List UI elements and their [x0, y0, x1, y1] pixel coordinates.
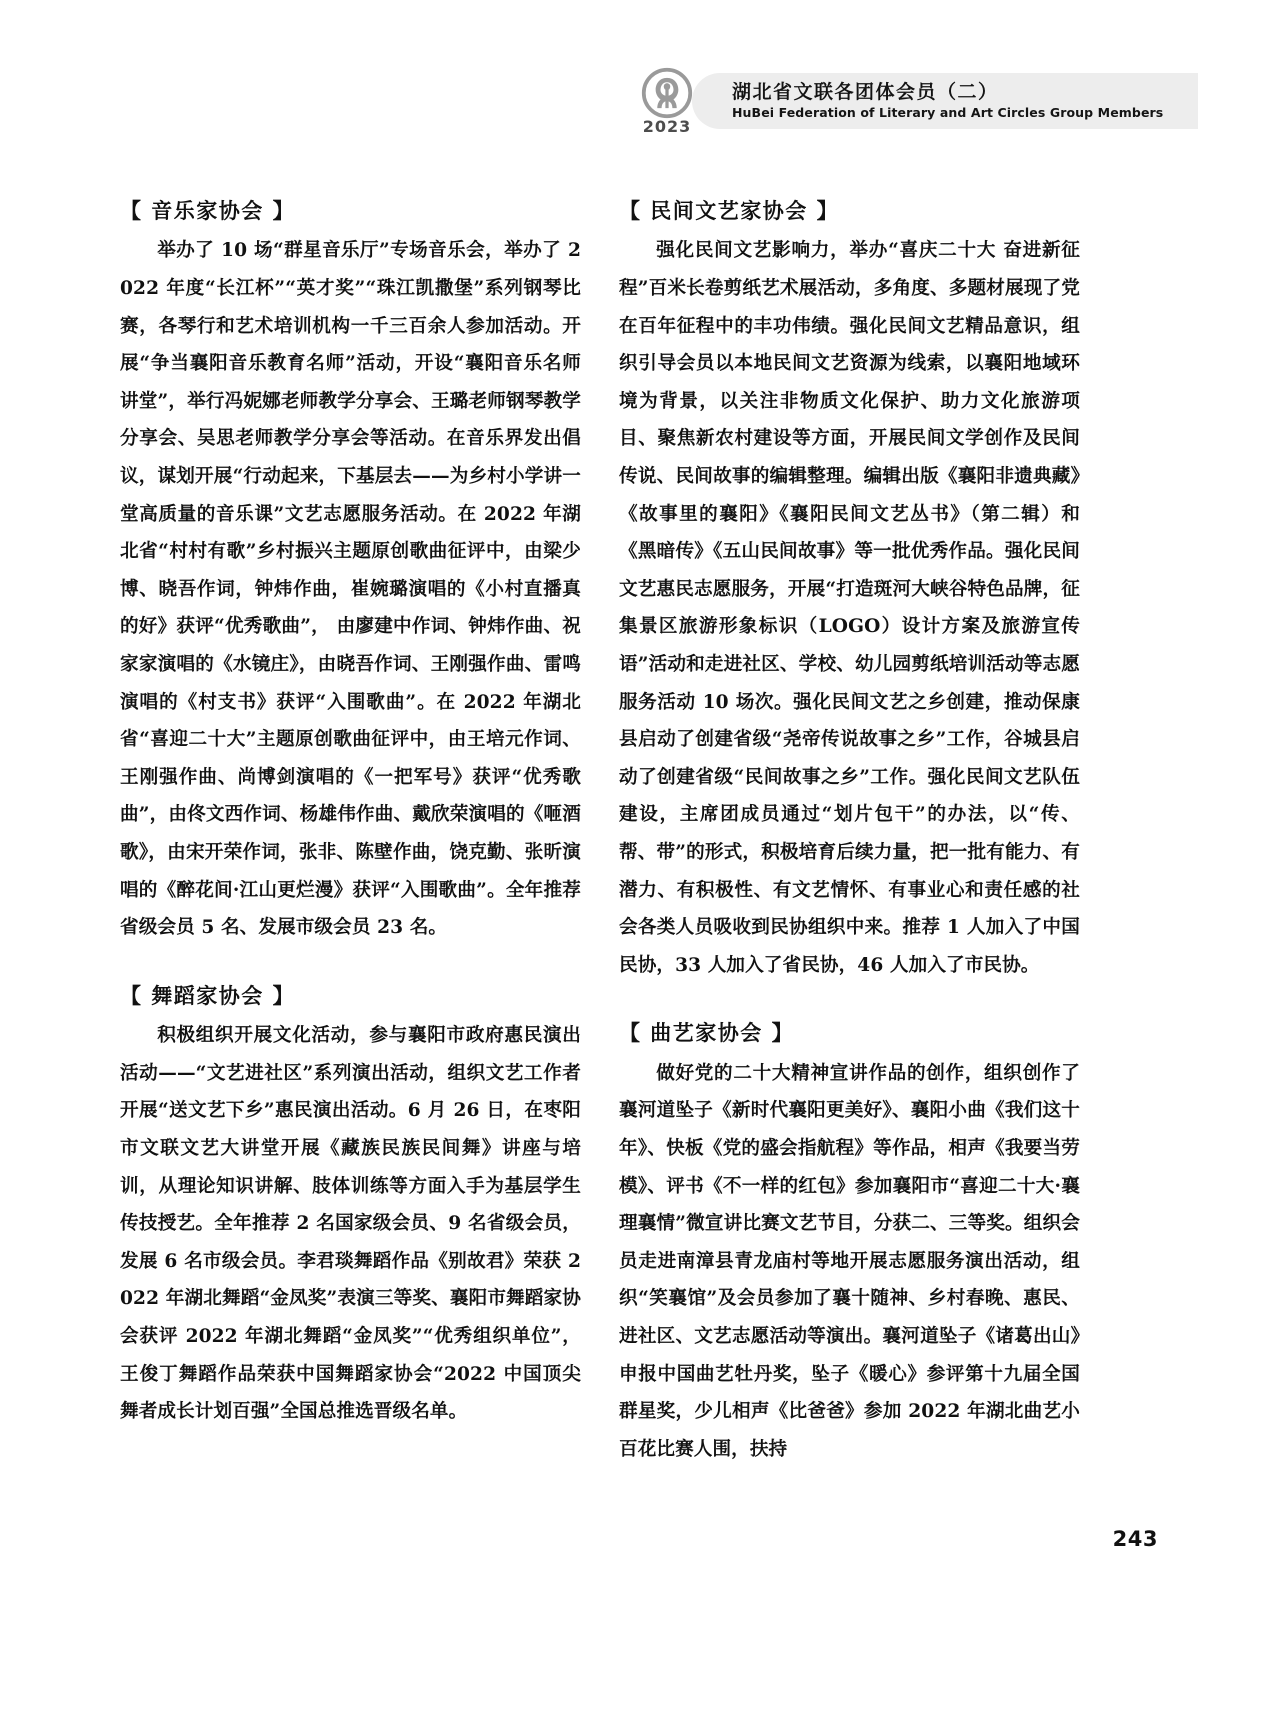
section-title-musicians-association: 【 音乐家协会 】: [120, 199, 296, 223]
section-paragraph-folk-literature-art-association: 强化民间文艺影响力，举办“喜庆二十大 奋进新征程”百米长卷剪纸艺术展活动，多角度、多题材展现了党在百年征程中的丰功伟绩。强化民间文艺精品意识，组织引导会员以本地民间文艺资源为线索，以襄阳地域环境为背景，以关注非物质文化保护、助力文化旅游项目、聚焦新农村建设等方面，开展民间文学创作及民间传说、民间故事的编辑整理。编辑出版《襄阳非遗典藏》《故事里的襄阳》《襄阳民间文艺丛书》（第二辑）和《黑暗传》《五山民间故事》等一批优秀作品。强化民间文艺惠民志愿服务，开展“打造斑河大峡谷特色品牌，征集景区旅游形象标识（LOGO）设计方案及旅游宣传语”活动和走进社区、学校、幼儿园剪纸培训活动等志愿服务活动 10 场次。强化民间文艺之乡创建，推动保康县启动了创建省级“尧帝传说故事之乡”工作，谷城县启动了创建省级“民间故事之乡”工作。强化民间文艺队伍建设，主席团成员通过“划片包干”的办法，以“传、帮、带”的形式，积极培育后续力量，把一批有能力、有潜力、有积极性、有文艺情怀、有事业心和责任感的社会各类人员吸收到民协组织中来。推荐 1 人加入了中国民协，33 人加入了省民协，46 人加入了市民协。: [619, 240, 1080, 976]
section-paragraph-quyi-association: 做好党的二十大精神宣讲作品的创作，组织创作了襄河道坠子《新时代襄阳更美好》、襄阳小曲《我们这十年》、快板《党的盛会指航程》等作品，相声《我要当劳模》、评书《不一样的红包》参加襄阳市“喜迎二十大·襄理襄情”微宣讲比赛文艺节目，分获二、三等奖。组织会员走进南漳县青龙庙村等地开展志愿服务演出活动，组织“笑襄馆”及会员参加了襄十随神、乡村春晚、惠民、进社区、文艺志愿活动等演出。襄河道坠子《诸葛出山》申报中国曲艺牡丹奖，坠子《暖心》参评第十九届全国群星奖，少儿相声《比爸爸》参加 2022 年湖北曲艺小百花比赛人围，扶持: [619, 1062, 1080, 1460]
section-paragraph-musicians-association: 举办了 10 场“群星音乐厅”专场音乐会，举办了 2022 年度“长江杯”“英才奖”“珠江凯撒堡”系列钢琴比赛，各琴行和艺术培训机构一千三百余人参加活动。开展“争当襄阳音乐教育名师”活动，开设“襄阳音乐名师讲堂”，举行冯妮娜老师教学分享会、王璐老师钢琴教学分享会、吴思老师教学分享会等活动。在音乐界发出倡议，谋划开展“行动起来，下基层去——为乡村小学讲一堂高质量的音乐课”文艺志愿服务活动。在 2022 年湖北省“村村有歌”乡村振兴主题原创歌曲征评中，由梁少博、晓吾作词，钟炜作曲，崔婉璐演唱的《小村直播真的好》获评“优秀歌曲”， 由廖建中作词、钟炜作曲、祝家家演唱的《水镜庄》，由晓吾作词、王刚强作曲、雷鸣演唱的《村支书》获评“入围歌曲”。在 2022 年湖北省“喜迎二十大”主题原创歌曲征评中，由王培元作词、王刚强作曲、尚博剑演唱的《一把军号》获评“优秀歌曲”，由佟文西作词、杨雄伟作曲、戴欣荣演唱的《咂酒歌》，由宋开荣作词，张非、陈壁作曲，饶克勤、张昕演唱的《醉花间·江山更烂漫》获评“入围歌曲”。全年推荐省级会员 5 名、发展市级会员 23 名。: [120, 240, 581, 939]
page-header: [0, 64, 1276, 146]
section-quyi-association: [619, 1018, 1080, 1468]
article-columns: [120, 196, 1160, 1468]
left-column: [120, 196, 581, 1468]
logo-year: 2023: [642, 117, 692, 136]
right-column: [619, 196, 1080, 1468]
page-number: 243: [1112, 1527, 1158, 1551]
section-paragraph-dancers-association: 积极组织开展文化活动，参与襄阳市政府惠民演出活动——“文艺进社区”系列演出活动，组织文艺工作者开展“送文艺下乡”惠民演出活动。6 月 26 日，在枣阳市文联文艺大讲堂开展《藏族民族民间舞》讲座与培训，从理论知识讲解、肢体训练等方面入手为基层学生传技授艺。全年推荐 2 名国家级会员、9 名省级会员，发展 6 名市级会员。李君琰舞蹈作品《别故君》荣获 2022 年湖北舞蹈“金凤奖”表演三等奖、襄阳市舞蹈家协会获评 2022 年湖北舞蹈“金凤奖”“优秀组织单位”，王俊丁舞蹈作品荣获中国舞蹈家协会“2022 中国顶尖舞者成长计划百强”全国总推选晋级名单。: [120, 1025, 581, 1423]
logo-block: [628, 64, 706, 136]
header-title-en: HuBei Federation of Literary and Art Circles Group Members: [732, 105, 1164, 121]
section-title-quyi-association: 【 曲艺家协会 】: [619, 1021, 795, 1046]
section-dancers-association: [120, 981, 581, 1431]
section-title-folk-literature-art-association: 【 民间文艺家协会 】: [619, 199, 840, 223]
section-title-dancers-association: 【 舞蹈家协会 】: [120, 983, 296, 1008]
section-musicians-association: [120, 196, 581, 947]
header-inner: [628, 64, 1198, 146]
section-folk-literature-art-association: [619, 196, 1080, 984]
header-title-plate: [692, 73, 1198, 129]
hubei-federation-logo-icon: [640, 66, 694, 120]
header-title-cn: 湖北省文联各团体会员（二）: [732, 80, 999, 103]
